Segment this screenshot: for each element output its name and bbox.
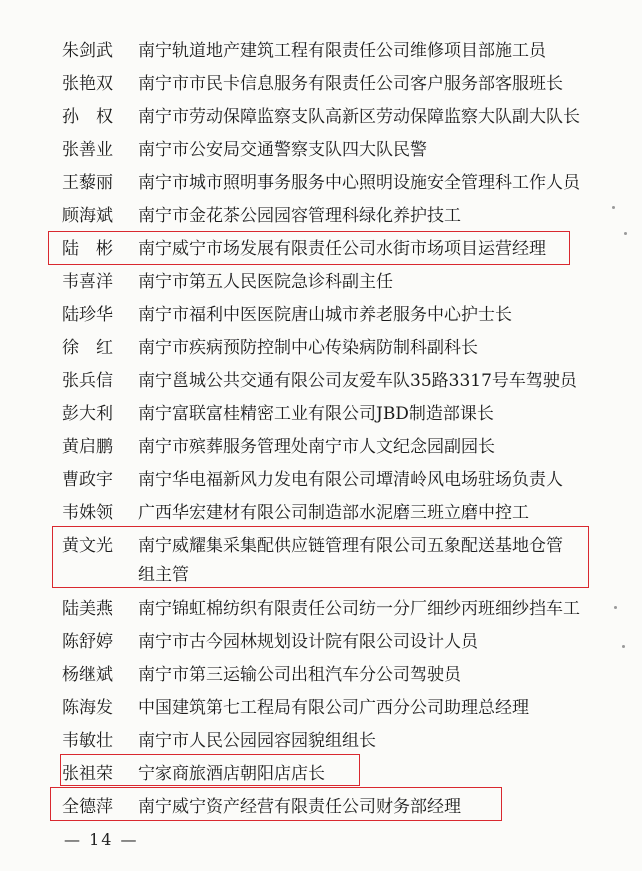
person-role: 南宁市公安局交通警察支队四大队民警 bbox=[138, 140, 427, 160]
person-role: 南宁威宁市场发展有限责任公司水街市场项目运营经理 bbox=[138, 239, 546, 259]
person-name: 孙 权 bbox=[62, 107, 113, 127]
list-item bbox=[62, 436, 622, 458]
list-item bbox=[62, 631, 622, 653]
person-role: 南宁威宁资产经营有限责任公司财务部经理 bbox=[138, 797, 461, 817]
list-item bbox=[62, 796, 622, 818]
person-name: 韦敏壮 bbox=[62, 731, 113, 751]
person-role: 南宁锦虹棉纺织有限责任公司纺一分厂细纱丙班细纱挡车工 bbox=[138, 599, 580, 619]
person-name: 陆 彬 bbox=[62, 239, 113, 259]
person-name: 王藜丽 bbox=[62, 173, 113, 193]
list-item bbox=[62, 337, 622, 359]
scan-speck bbox=[622, 645, 625, 648]
person-role: 南宁市福利中医医院唐山城市养老服务中心护士长 bbox=[138, 305, 512, 325]
person-role: 广西华宏建材有限公司制造部水泥磨三班立磨中控工 bbox=[138, 503, 529, 523]
person-name: 朱剑武 bbox=[62, 41, 113, 61]
list-item bbox=[62, 403, 622, 425]
person-name: 顾海斌 bbox=[62, 206, 113, 226]
person-role: 南宁市金花茶公园园容管理科绿化养护技工 bbox=[138, 206, 461, 226]
person-role: 南宁市殡葬服务管理处南宁市人文纪念园副园长 bbox=[138, 437, 495, 457]
person-role: 南宁市人民公园园容园貌组组长 bbox=[138, 731, 376, 751]
person-name: 韦姝领 bbox=[62, 503, 113, 523]
person-name: 徐 红 bbox=[62, 338, 113, 358]
list-item bbox=[62, 73, 622, 95]
list-item bbox=[62, 139, 622, 161]
person-role: 南宁市市民卡信息服务有限责任公司客户服务部客服班长 bbox=[138, 74, 563, 94]
person-role: 南宁华电福新风力发电有限公司墰清岭风电场驻场负责人 bbox=[138, 470, 563, 490]
list-item bbox=[62, 40, 622, 62]
person-name: 韦喜洋 bbox=[62, 272, 113, 292]
person-role: 南宁邕城公共交通有限公司友爱车队35路3317号车驾驶员 bbox=[138, 371, 577, 391]
scan-speck bbox=[612, 206, 615, 209]
person-name: 黄文光 bbox=[62, 536, 113, 556]
person-name: 黄启鹏 bbox=[62, 437, 113, 457]
list-item bbox=[62, 238, 622, 260]
person-name: 陆珍华 bbox=[62, 305, 113, 325]
person-name: 全德萍 bbox=[62, 797, 113, 817]
person-role: 中国建筑第七工程局有限公司广西分公司助理总经理 bbox=[138, 698, 529, 718]
list-item bbox=[62, 106, 622, 128]
list-item bbox=[62, 697, 622, 719]
person-name: 张兵信 bbox=[62, 371, 113, 391]
scan-speck bbox=[624, 232, 627, 235]
person-role: 南宁市古今园林规划设计院有限公司设计人员 bbox=[138, 632, 478, 652]
person-name: 张艳双 bbox=[62, 74, 113, 94]
list-item bbox=[62, 730, 622, 752]
person-role: 南宁威耀集采集配供应链管理有限公司五象配送基地仓管组主管 bbox=[138, 536, 563, 585]
person-role: 南宁市第三运输公司出租汽车分公司驾驶员 bbox=[138, 665, 461, 685]
person-role: 南宁市第五人民医院急诊科副主任 bbox=[138, 272, 393, 292]
list-item bbox=[62, 664, 622, 686]
person-role: 南宁市疾病预防控制中心传染病防制科副科长 bbox=[138, 338, 478, 358]
person-name: 彭大利 bbox=[62, 404, 113, 424]
person-role: 南宁富联富桂精密工业有限公司JBD制造部课长 bbox=[138, 404, 494, 424]
person-name: 陆美燕 bbox=[62, 599, 113, 619]
list-item bbox=[62, 172, 622, 194]
list-item bbox=[62, 304, 622, 326]
person-role: 南宁轨道地产建筑工程有限责任公司维修项目部施工员 bbox=[138, 41, 546, 61]
person-role: 南宁市城市照明事务服务中心照明设施安全管理科工作人员 bbox=[138, 173, 580, 193]
person-name: 陈海发 bbox=[62, 698, 113, 718]
page-number: — 14 — bbox=[64, 830, 139, 849]
person-name: 杨继斌 bbox=[62, 665, 113, 685]
list-item bbox=[62, 598, 622, 620]
list-item bbox=[62, 532, 622, 590]
list-item bbox=[62, 469, 622, 491]
list-item bbox=[62, 271, 622, 293]
person-role: 宁家商旅酒店朝阳店店长 bbox=[138, 764, 325, 784]
list-item bbox=[62, 763, 622, 785]
list-item bbox=[62, 370, 622, 392]
person-role: 南宁市劳动保障监察支队高新区劳动保障监察大队副大队长 bbox=[138, 107, 580, 127]
person-name: 张善业 bbox=[62, 140, 113, 160]
list-item bbox=[62, 205, 622, 227]
person-name: 陈舒婷 bbox=[62, 632, 113, 652]
list-item bbox=[62, 502, 622, 524]
person-name: 张祖荣 bbox=[62, 764, 113, 784]
person-name: 曹政宇 bbox=[62, 470, 113, 490]
scan-speck bbox=[614, 606, 617, 609]
